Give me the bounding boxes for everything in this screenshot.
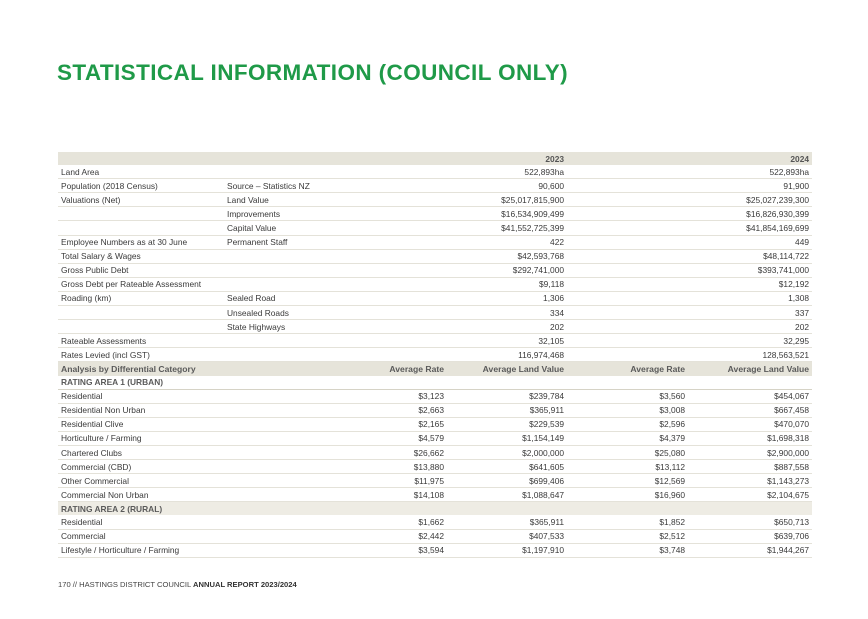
rating-area-title: RATING AREA 2 (RURAL)	[58, 502, 812, 516]
stat-row	[58, 193, 812, 207]
stat-label	[58, 306, 224, 320]
stat-row	[58, 179, 812, 193]
stat-sublabel	[224, 348, 325, 362]
stat-row	[58, 249, 812, 263]
stat-value-2024: 337	[567, 306, 812, 320]
rating-area-heading	[58, 502, 812, 516]
stat-row	[58, 320, 812, 334]
year-header-row	[58, 152, 812, 165]
avg-rate-2023: $1,662	[325, 515, 447, 529]
avg-rate-2024: $13,112	[567, 460, 688, 474]
category-label: Commercial Non Urban	[58, 488, 325, 502]
header-year-2023: 2023	[325, 152, 567, 165]
avg-rate-2023: $4,579	[325, 431, 447, 445]
stat-sublabel: Sealed Road	[224, 291, 325, 305]
avg-land-value-2023: $229,539	[447, 417, 567, 431]
avg-land-value-2023: $1,088,647	[447, 488, 567, 502]
stat-label: Employee Numbers as at 30 June	[58, 235, 224, 249]
stat-value-2023: $25,017,815,900	[325, 193, 567, 207]
avg-land-value-2023: $1,154,149	[447, 431, 567, 445]
avg-rate-2024: $3,748	[567, 543, 688, 557]
stat-value-2024: 202	[567, 320, 812, 334]
analysis-header-avg-land-2024: Average Land Value	[688, 362, 812, 376]
stat-row	[58, 221, 812, 235]
analysis-row	[58, 488, 812, 502]
avg-rate-2023: $2,442	[325, 529, 447, 543]
avg-rate-2023: $3,594	[325, 543, 447, 557]
analysis-header-avg-land-2023: Average Land Value	[447, 362, 567, 376]
avg-rate-2024: $1,852	[567, 515, 688, 529]
avg-rate-2024: $12,569	[567, 474, 688, 488]
stat-row	[58, 277, 812, 291]
stat-value-2024: 128,563,521	[567, 348, 812, 362]
stat-value-2024: $12,192	[567, 277, 812, 291]
avg-land-value-2024: $2,900,000	[688, 445, 812, 459]
avg-rate-2023: $2,165	[325, 417, 447, 431]
stat-row	[58, 334, 812, 348]
avg-land-value-2024: $650,713	[688, 515, 812, 529]
avg-rate-2023: $3,123	[325, 389, 447, 403]
stat-value-2023: $42,593,768	[325, 249, 567, 263]
stat-row	[58, 263, 812, 277]
stat-value-2023: 1,306	[325, 291, 567, 305]
analysis-header-title: Analysis by Differential Category	[58, 362, 325, 376]
analysis-row	[58, 417, 812, 431]
analysis-row	[58, 460, 812, 474]
analysis-row	[58, 389, 812, 403]
rating-area-heading	[58, 376, 812, 390]
avg-land-value-2023: $365,911	[447, 403, 567, 417]
avg-land-value-2024: $2,104,675	[688, 488, 812, 502]
analysis-row	[58, 515, 812, 529]
category-label: Residential	[58, 389, 325, 403]
avg-rate-2023: $13,880	[325, 460, 447, 474]
stat-label: Roading (km)	[58, 291, 224, 305]
analysis-row	[58, 543, 812, 557]
stat-row	[58, 291, 812, 305]
stat-sublabel	[224, 334, 325, 348]
stat-row	[58, 306, 812, 320]
avg-land-value-2023: $641,605	[447, 460, 567, 474]
avg-land-value-2024: $639,706	[688, 529, 812, 543]
stat-label: Rateable Assessments	[58, 334, 224, 348]
category-label: Commercial	[58, 529, 325, 543]
avg-land-value-2023: $699,406	[447, 474, 567, 488]
stat-value-2024: 522,893ha	[567, 165, 812, 179]
avg-rate-2023: $2,663	[325, 403, 447, 417]
avg-rate-2024: $25,080	[567, 445, 688, 459]
page-footer	[58, 580, 297, 589]
stat-value-2023: 334	[325, 306, 567, 320]
stat-value-2024: $41,854,169,699	[567, 221, 812, 235]
category-label: Residential Clive	[58, 417, 325, 431]
avg-land-value-2023: $239,784	[447, 389, 567, 403]
avg-land-value-2023: $365,911	[447, 515, 567, 529]
stat-value-2023: $41,552,725,399	[325, 221, 567, 235]
header-blank	[224, 152, 325, 165]
analysis-row	[58, 529, 812, 543]
avg-rate-2024: $3,560	[567, 389, 688, 403]
stat-value-2023: $9,118	[325, 277, 567, 291]
statistics-table	[58, 152, 812, 558]
stat-label: Total Salary & Wages	[58, 249, 224, 263]
stat-value-2023: 90,600	[325, 179, 567, 193]
category-label: Lifestyle / Horticulture / Farming	[58, 543, 325, 557]
page-title: STATISTICAL INFORMATION (COUNCIL ONLY)	[57, 60, 569, 85]
avg-land-value-2024: $470,070	[688, 417, 812, 431]
avg-rate-2023: $14,108	[325, 488, 447, 502]
avg-land-value-2024: $454,067	[688, 389, 812, 403]
category-label: Residential Non Urban	[58, 403, 325, 417]
stat-label	[58, 207, 224, 221]
stat-value-2023: 422	[325, 235, 567, 249]
stat-sublabel	[224, 277, 325, 291]
avg-rate-2023: $26,662	[325, 445, 447, 459]
stat-label	[58, 221, 224, 235]
stat-row	[58, 348, 812, 362]
stat-value-2023: $16,534,909,499	[325, 207, 567, 221]
avg-land-value-2023: $407,533	[447, 529, 567, 543]
avg-land-value-2023: $1,197,910	[447, 543, 567, 557]
stat-row	[58, 235, 812, 249]
stat-value-2024: $25,027,239,300	[567, 193, 812, 207]
stat-sublabel: Land Value	[224, 193, 325, 207]
stat-sublabel: Source – Statistics NZ	[224, 179, 325, 193]
category-label: Residential	[58, 515, 325, 529]
category-label: Chartered Clubs	[58, 445, 325, 459]
category-label: Commercial (CBD)	[58, 460, 325, 474]
stat-value-2024: 91,900	[567, 179, 812, 193]
avg-rate-2024: $3,008	[567, 403, 688, 417]
analysis-row	[58, 445, 812, 459]
stat-label: Gross Debt per Rateable Assessment	[58, 277, 224, 291]
stat-sublabel: Improvements	[224, 207, 325, 221]
stat-row	[58, 207, 812, 221]
analysis-header-avg-rate-2024: Average Rate	[567, 362, 688, 376]
avg-rate-2023: $11,975	[325, 474, 447, 488]
stat-value-2023: 32,105	[325, 334, 567, 348]
avg-land-value-2024: $887,558	[688, 460, 812, 474]
analysis-header-avg-rate-2023: Average Rate	[325, 362, 447, 376]
stat-label: Gross Public Debt	[58, 263, 224, 277]
footer-text: 170 // HASTINGS DISTRICT COUNCIL	[58, 580, 194, 589]
analysis-row	[58, 431, 812, 445]
avg-land-value-2023: $2,000,000	[447, 445, 567, 459]
stat-sublabel	[224, 165, 325, 179]
header-blank	[58, 152, 224, 165]
analysis-row	[58, 474, 812, 488]
stat-sublabel: Capital Value	[224, 221, 325, 235]
analysis-header-row	[58, 362, 812, 376]
stat-label	[58, 320, 224, 334]
avg-rate-2024: $2,596	[567, 417, 688, 431]
stat-value-2024: $393,741,000	[567, 263, 812, 277]
stat-value-2023: 202	[325, 320, 567, 334]
avg-rate-2024: $2,512	[567, 529, 688, 543]
stat-label: Rates Levied (incl GST)	[58, 348, 224, 362]
category-label: Horticulture / Farming	[58, 431, 325, 445]
stat-value-2023: $292,741,000	[325, 263, 567, 277]
stat-label: Population (2018 Census)	[58, 179, 224, 193]
category-label: Other Commercial	[58, 474, 325, 488]
rating-area-title: RATING AREA 1 (URBAN)	[58, 376, 812, 390]
analysis-row	[58, 403, 812, 417]
stat-sublabel: Permanent Staff	[224, 235, 325, 249]
stat-label: Valuations (Net)	[58, 193, 224, 207]
stat-row	[58, 165, 812, 179]
stat-sublabel	[224, 249, 325, 263]
avg-rate-2024: $16,960	[567, 488, 688, 502]
header-year-2024: 2024	[567, 152, 812, 165]
avg-land-value-2024: $1,944,267	[688, 543, 812, 557]
stat-value-2024: 449	[567, 235, 812, 249]
stat-label: Land Area	[58, 165, 224, 179]
stat-sublabel: Unsealed Roads	[224, 306, 325, 320]
stat-value-2024: $48,114,722	[567, 249, 812, 263]
stat-value-2024: $16,826,930,399	[567, 207, 812, 221]
footer-report-title: ANNUAL REPORT 2023/2024	[193, 580, 297, 589]
stat-value-2024: 1,308	[567, 291, 812, 305]
stat-value-2023: 522,893ha	[325, 165, 567, 179]
avg-land-value-2024: $667,458	[688, 403, 812, 417]
avg-land-value-2024: $1,698,318	[688, 431, 812, 445]
stat-sublabel: State Highways	[224, 320, 325, 334]
stat-value-2024: 32,295	[567, 334, 812, 348]
stat-value-2023: 116,974,468	[325, 348, 567, 362]
avg-land-value-2024: $1,143,273	[688, 474, 812, 488]
stat-sublabel	[224, 263, 325, 277]
avg-rate-2024: $4,379	[567, 431, 688, 445]
